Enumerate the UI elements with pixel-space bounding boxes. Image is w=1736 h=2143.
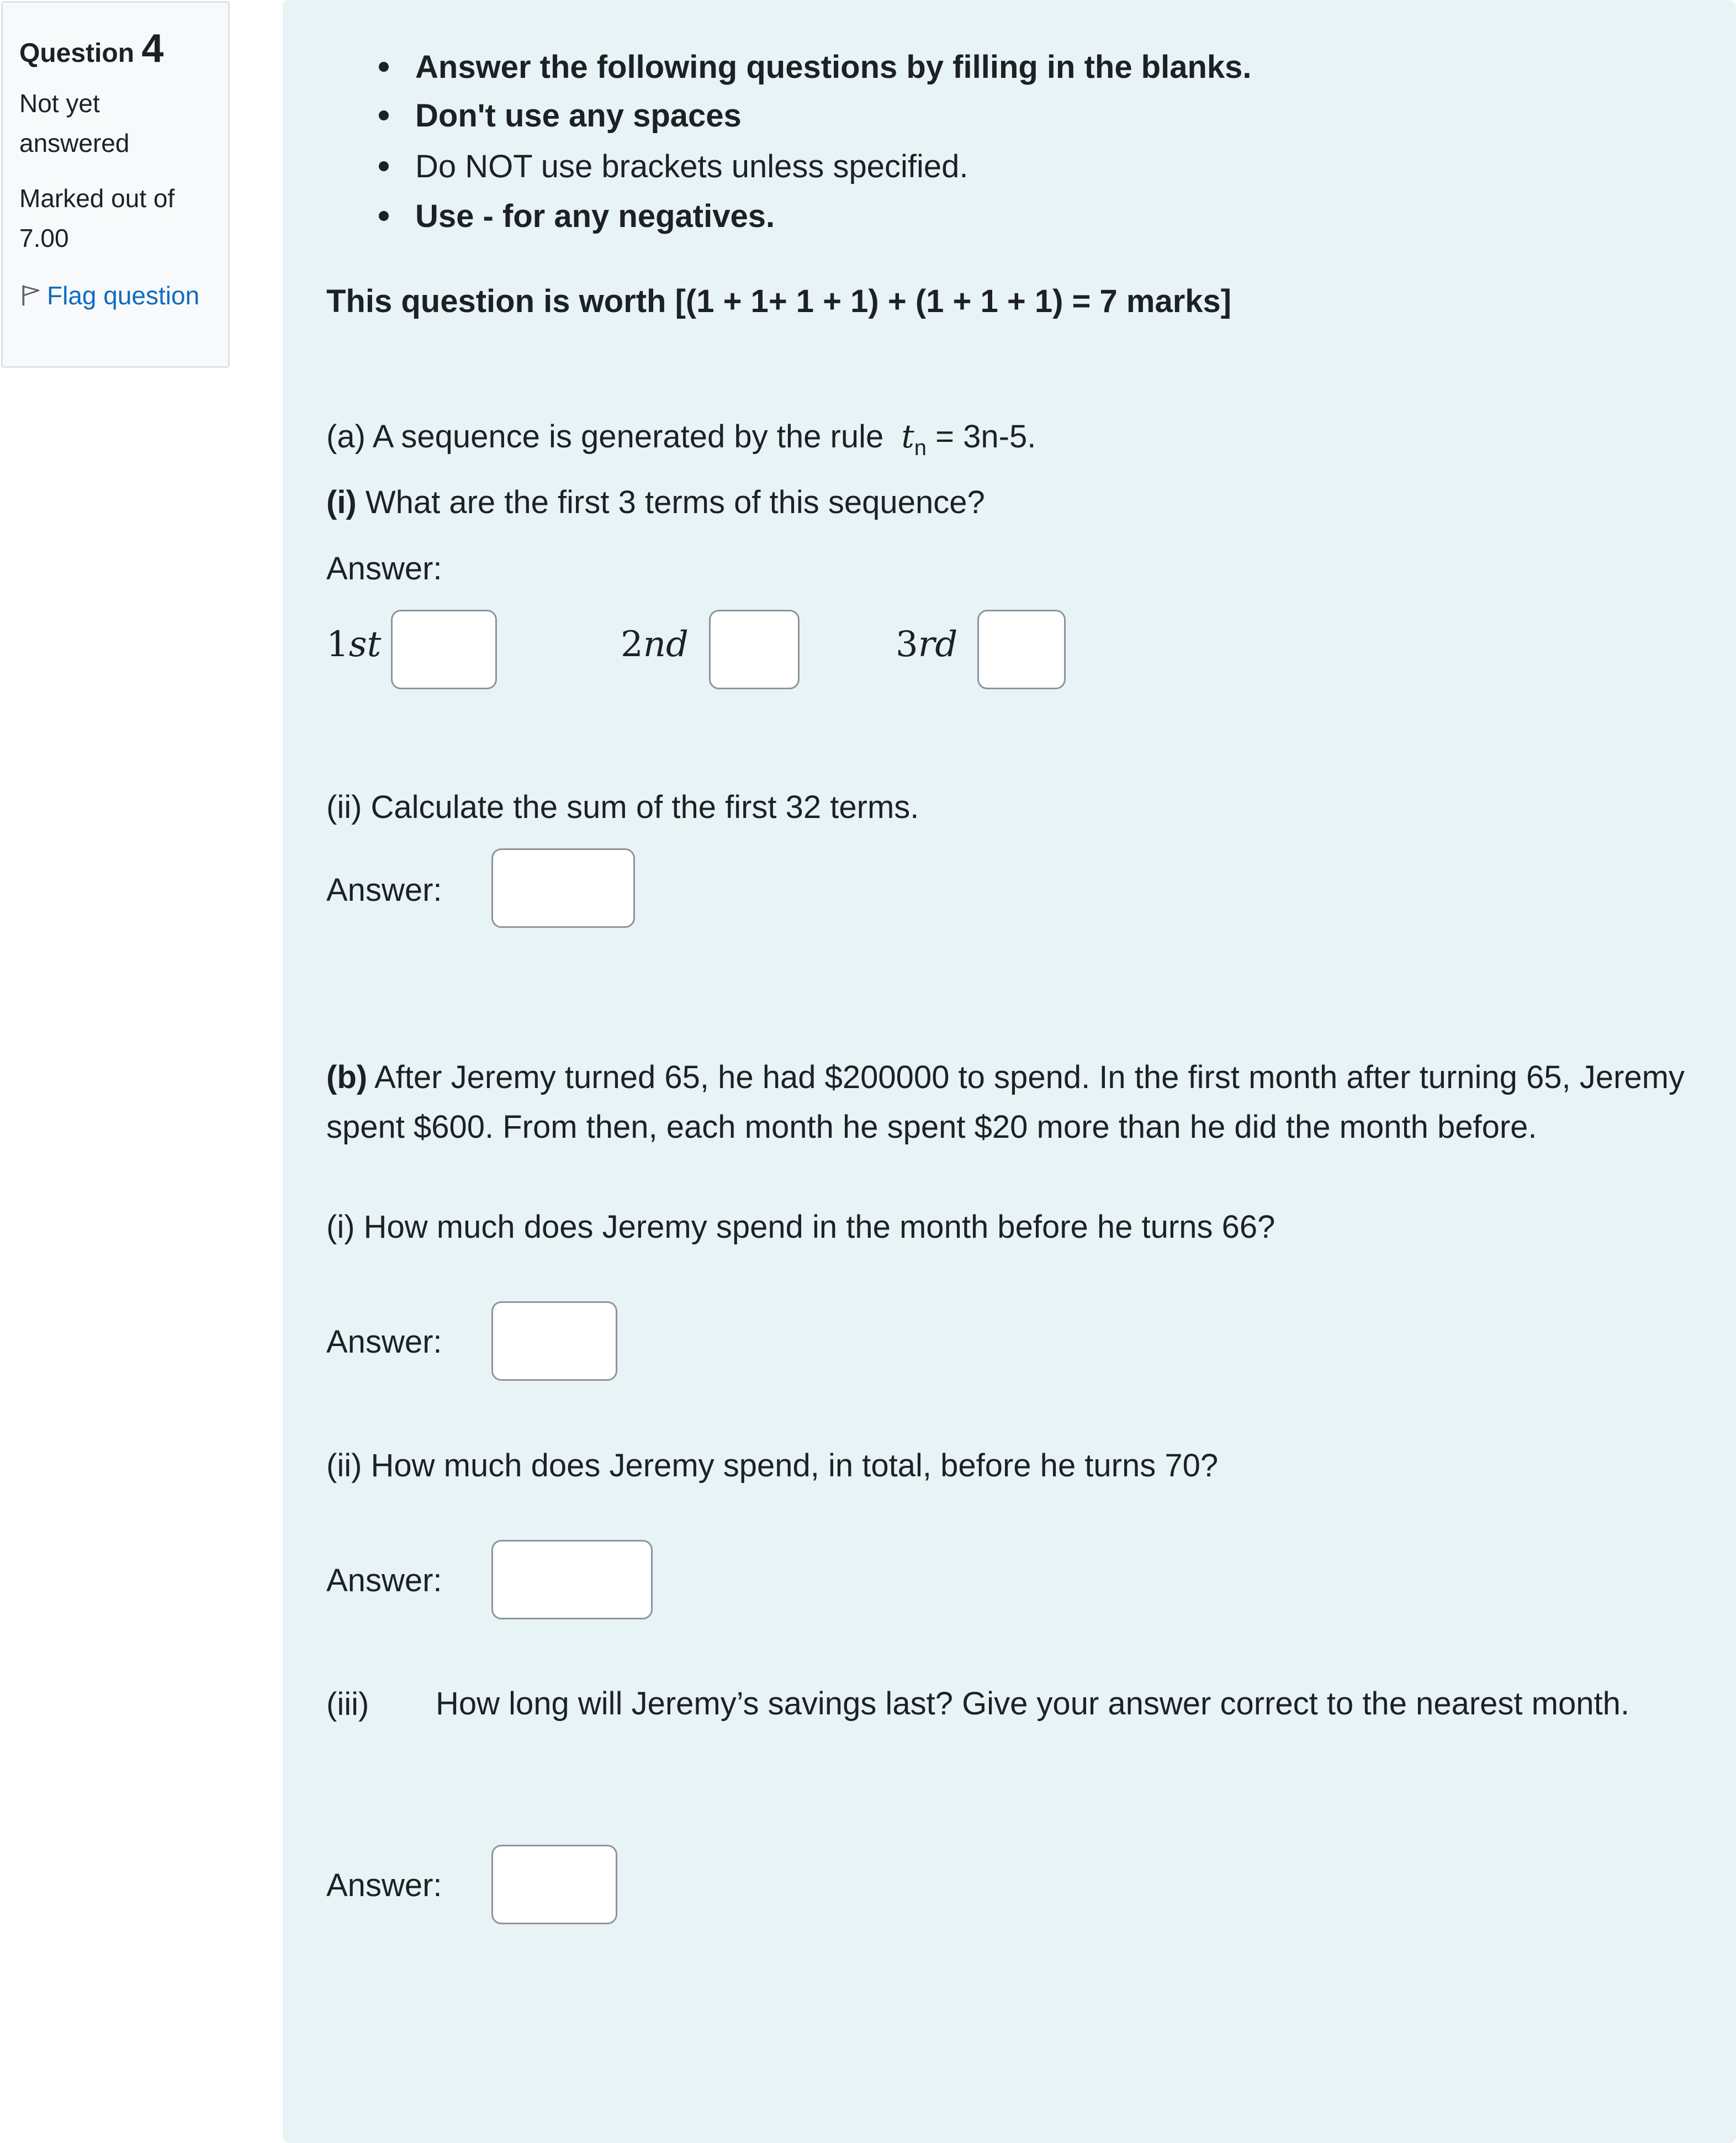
flag-question-link[interactable] xyxy=(19,276,211,315)
rule-subscript: n xyxy=(914,436,927,460)
question-number-heading xyxy=(19,26,211,71)
answer-label: Answer: xyxy=(326,872,442,908)
answer-input-3rd-term[interactable] xyxy=(977,610,1066,689)
part-a-q1-label: (i) xyxy=(326,484,357,520)
part-a-intro xyxy=(326,418,1036,460)
part-a-intro-text: (a) A sequence is generated by the rule xyxy=(326,419,884,455)
part-a-q1-text: What are the first 3 terms of this sequence? xyxy=(356,484,985,520)
ordinal-3rd: 3rd xyxy=(896,624,958,665)
instruction-4: Use - for any negatives. xyxy=(415,198,775,234)
answer-label: Answer: xyxy=(326,1324,442,1360)
marks-statement: This question is worth [(1 + 1+ 1 + 1) + (1 + 1 + 1) = 7 marks] xyxy=(326,283,1232,319)
answer-input-total-before-70[interactable] xyxy=(491,1540,653,1619)
question-number: 4 xyxy=(141,27,164,71)
part-b-label: (b) xyxy=(326,1059,368,1095)
rule-expression: = 3n-5. xyxy=(927,419,1036,455)
answer-input-1st-term[interactable] xyxy=(391,610,497,689)
instruction-3: Do NOT use brackets unless specified. xyxy=(415,149,968,184)
ordinal-2nd: 2nd xyxy=(621,624,689,665)
answer-input-sum-32[interactable] xyxy=(491,848,635,928)
rule-t: t xyxy=(901,418,914,455)
question-state: Not yet answered xyxy=(19,89,130,157)
question-word: Question xyxy=(19,39,135,68)
instruction-1: Answer the following questions by filling in the blanks. xyxy=(415,49,1252,85)
flag-question-label: Flag question xyxy=(47,281,200,310)
part-b-question-2: (ii) How much does Jeremy spend, in total, before he turns 70? xyxy=(326,1448,1219,1484)
part-a-question-2: (ii) Calculate the sum of the first 32 terms. xyxy=(326,789,919,825)
flag-icon xyxy=(19,279,44,303)
question-info-panel xyxy=(1,1,230,368)
instruction-2: Don't use any spaces xyxy=(415,98,742,134)
ordinal-1st: 1st xyxy=(326,624,382,665)
question-grade: Marked out of 7.00 xyxy=(19,184,175,252)
answer-input-savings-duration[interactable] xyxy=(491,1845,617,1924)
part-b-question-3: How long will Jeremy’s savings last? Give your answer correct to the nearest month. xyxy=(436,1686,1629,1722)
part-b-intro-text: After Jeremy turned 65, he had $200000 to spend. In the first month after turning 65, Jeremy spent $600. From then, each month he spent $20 more than he did the month before. xyxy=(326,1059,1685,1145)
part-b-intro xyxy=(326,1053,1685,1152)
part-b-question-1: (i) How much does Jeremy spend in the month before he turns 66? xyxy=(326,1209,1275,1245)
answer-label: Answer: xyxy=(326,1867,442,1903)
part-b-q3-label: (iii) xyxy=(326,1686,369,1722)
answer-input-2nd-term[interactable] xyxy=(709,610,800,689)
answer-label: Answer: xyxy=(326,551,442,587)
part-a-question-1 xyxy=(326,484,985,521)
answer-input-month-before-66[interactable] xyxy=(491,1301,617,1381)
answer-label: Answer: xyxy=(326,1563,442,1598)
question-content xyxy=(283,0,1736,2143)
